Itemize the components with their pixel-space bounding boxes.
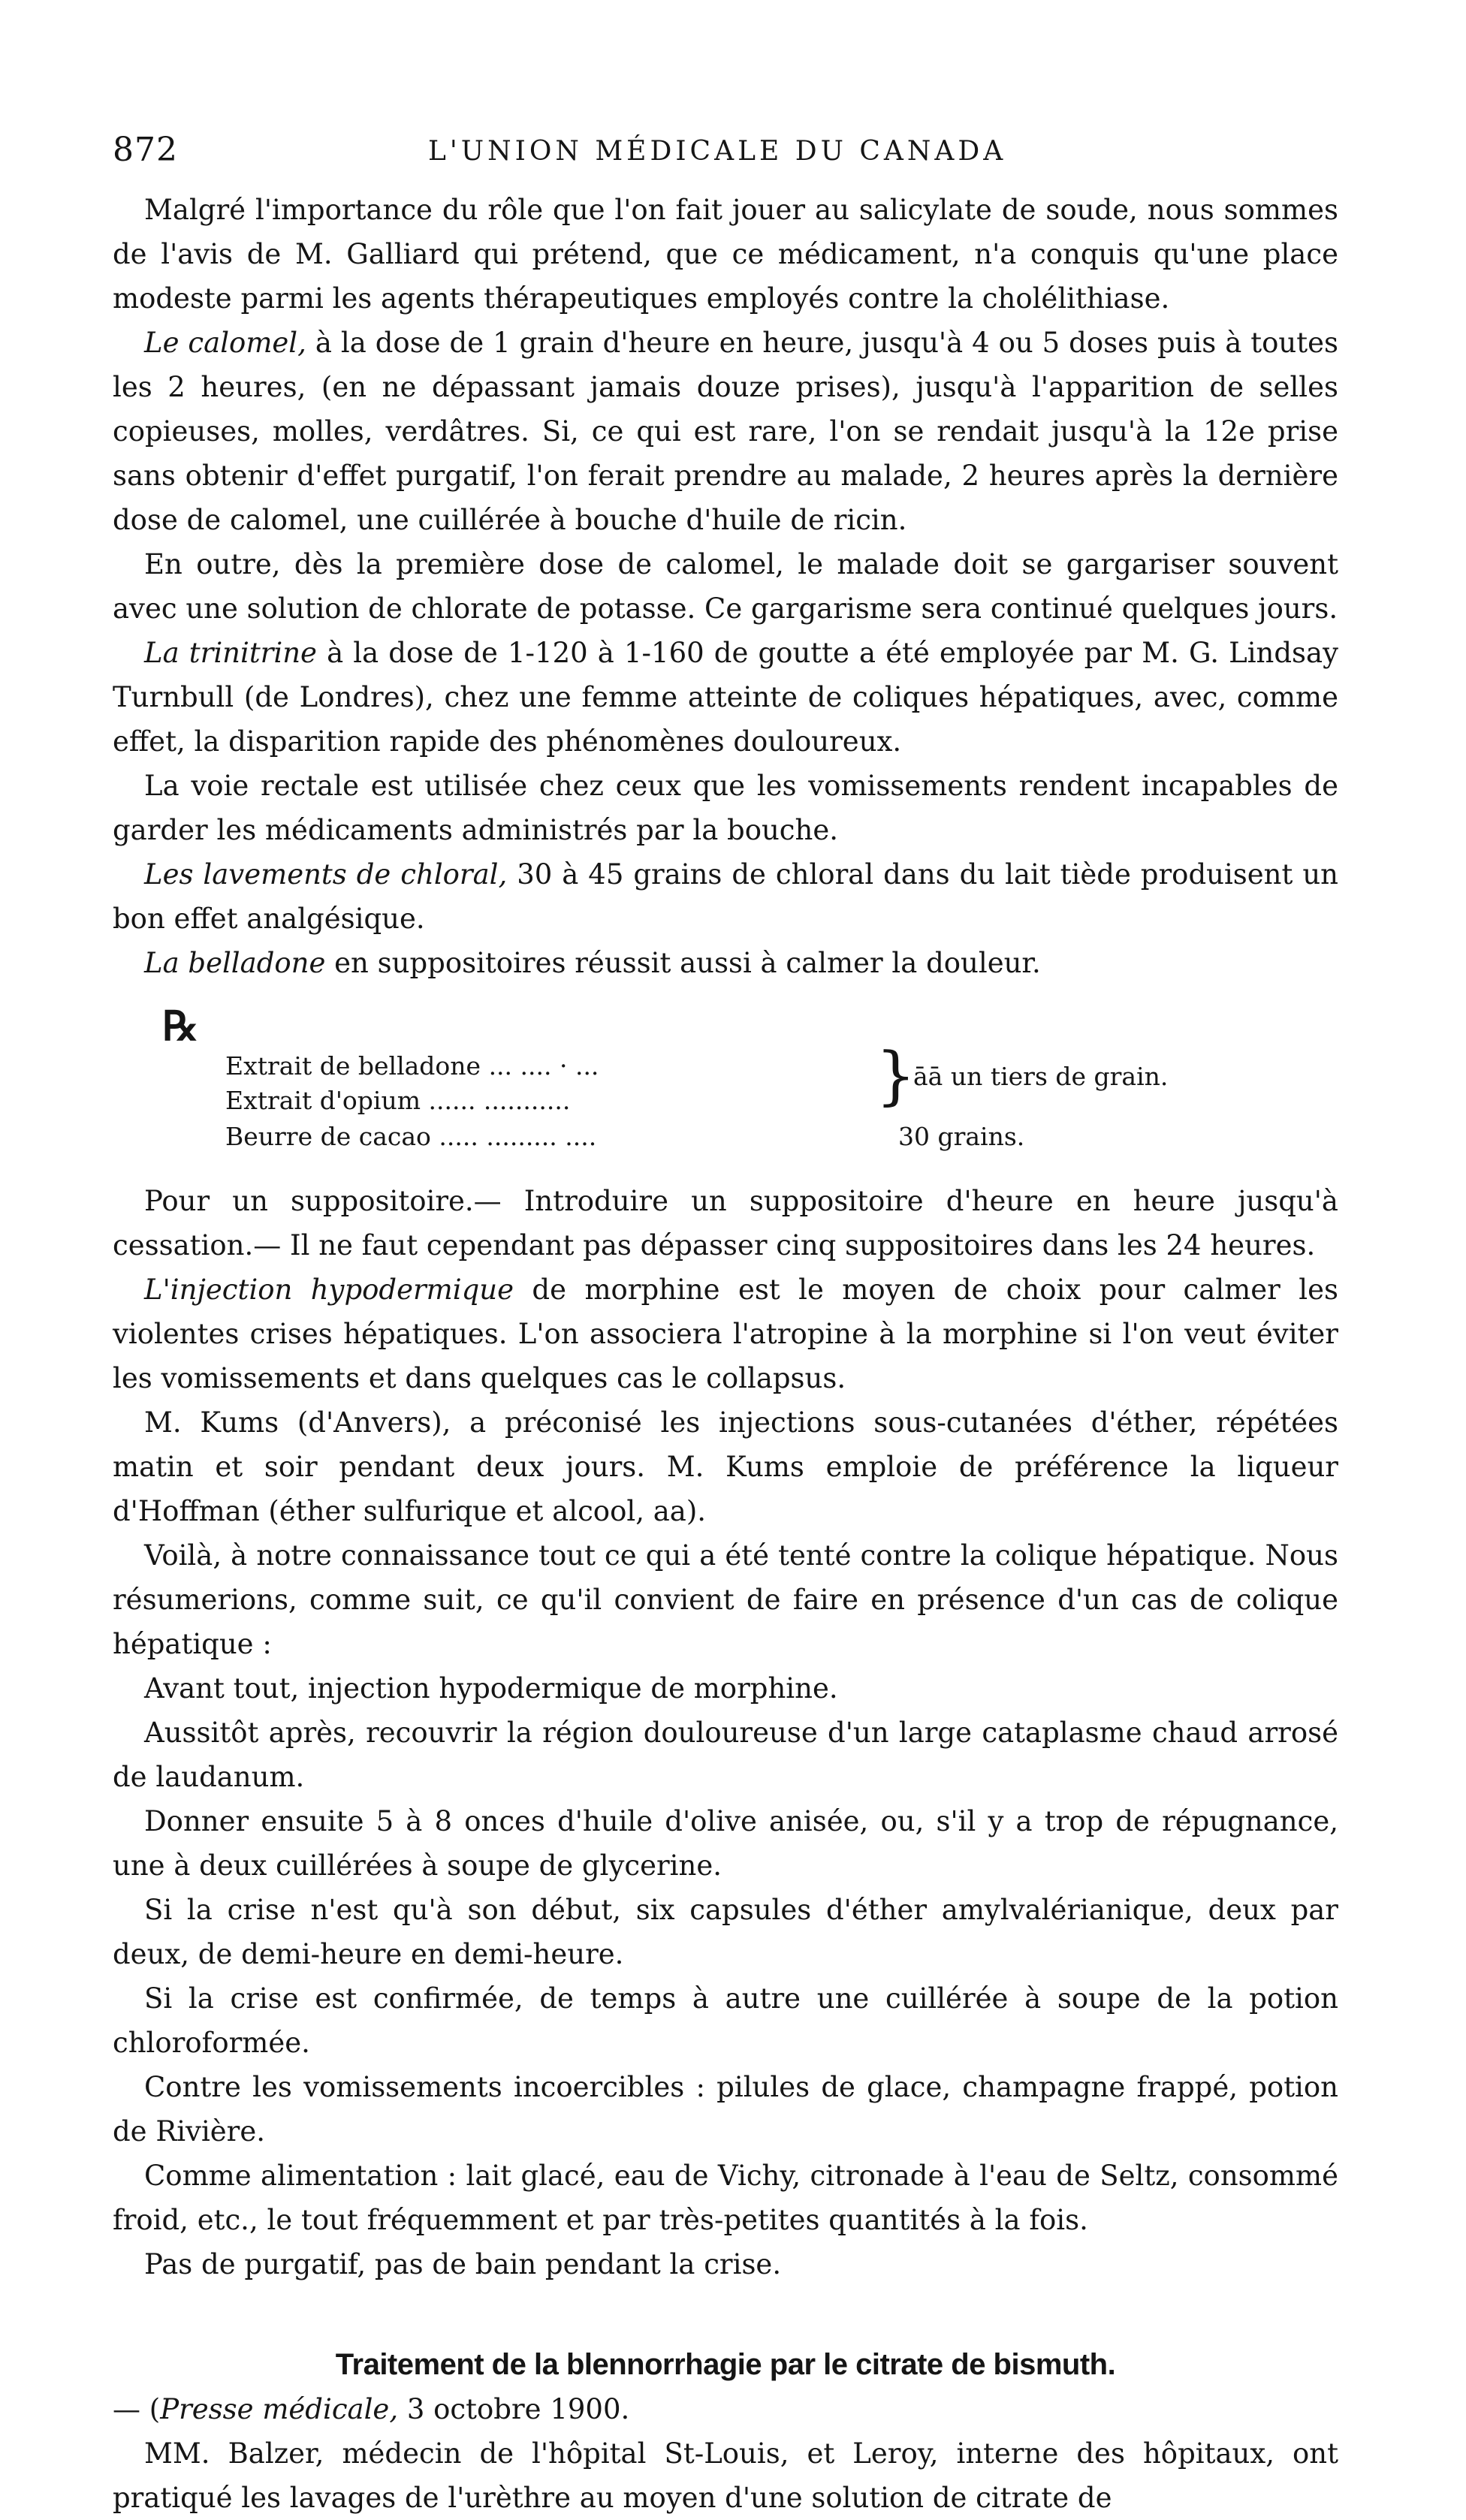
paragraph: M. Kums (d'Anvers), a préconisé les injections sous-cutanées d'éther, répétées matin et soir pendant deux jours. M. Kums emploie de préférence la liqueur d'Hoffman (éther sulfurique et alcool, aa). xyxy=(113,1406,1338,1527)
paragraph: La belladone en suppositoires réussit aussi à calmer la douleur. xyxy=(144,947,1041,979)
paragraph: Aussitôt après, recouvrir la région douloureuse d'un large cataplasme chaud arrosé de laudanum. xyxy=(113,1717,1338,1793)
paragraph: L'injection hypodermique de morphine est le moyen de choix pour calmer les violentes crises hépatiques. L'on associera l'atropine à la morphine si l'on veut éviter les vomissements et dans quelques cas le collapsus. xyxy=(113,1274,1338,1394)
prescription-dose: āā un tiers de grain. xyxy=(913,1062,1169,1091)
paragraph-lead: Les lavements de chloral, xyxy=(144,858,508,891)
paragraph: Le calomel, à la dose de 1 grain d'heure en heure, jusqu'à 4 ou 5 doses puis à toutes les 2 heures, (en ne dépassant jamais douze prises), jusqu'à l'apparition de selles copieuses, molles, verdâtres. Si, ce qui est rare, l'on se rendait jusqu'à la 12e prise sans obtenir d'effet purgatif, l'on ferait prendre au malade, 2 heures après la dernière dose de calomel, une cuillérée à bouche d'huile de ricin. xyxy=(113,327,1338,536)
paragraph: En outre, dès la première dose de calomel, le malade doit se gargariser souvent avec une solution de chlorate de potasse. Ce gargarisme sera continué quelques jours. xyxy=(113,548,1338,625)
page-number: 872 xyxy=(113,131,178,169)
paragraph: MM. Balzer, médecin de l'hôpital St-Louis, et Leroy, interne des hôpitaux, ont pratiqué les lavages de l'urèthre au moyen d'une solution de citrate de xyxy=(113,2437,1338,2514)
prescription-line: Beurre de cacao ..... ......... .... xyxy=(225,1122,597,1151)
paragraph: Avant tout, injection hypodermique de morphine. xyxy=(144,1672,838,1705)
page-header xyxy=(113,128,1338,188)
paragraph: Pas de purgatif, pas de bain pendant la crise. xyxy=(144,2248,782,2280)
prescription xyxy=(162,1002,1338,1156)
paragraph: La voie rectale est utilisée chez ceux que les vomissements rendent incapables de garder les médicaments administrés par la bouche. xyxy=(113,770,1338,846)
prescription-table xyxy=(162,1038,1338,1156)
prescription-line: Extrait de belladone ... .... · ... xyxy=(225,1051,599,1081)
paragraph: Contre les vomissements incoercibles : pilules de glace, champagne frappé, potion de Rivière. xyxy=(113,2071,1338,2148)
paragraph-lead: La trinitrine xyxy=(144,637,317,669)
paragraph-lead: L'injection hypodermique xyxy=(144,1274,514,1306)
running-title: L'UNION MÉDICALE DU CANADA xyxy=(428,136,1007,167)
paragraph: Pour un suppositoire.— Introduire un suppositoire d'heure en heure jusqu'à cessation.— Il ne faut cependant pas dépasser cinq suppositoires dans les 24 heures. xyxy=(113,1185,1338,1262)
article-title: Traitement de la blennorrhagie par le citrate de bismuth. xyxy=(335,2348,1116,2381)
paragraph: La trinitrine à la dose de 1-120 à 1-160 de goutte a été employée par M. G. Lindsay Turnbull (de Londres), chez une femme atteinte de coliques hépatiques, avec, comme effet, la disparition rapide des phénomènes douloureux. xyxy=(113,637,1338,758)
prescription-dose: 30 grains. xyxy=(898,1122,1025,1151)
section-spacer xyxy=(113,2286,1338,2342)
paragraph: Donner ensuite 5 à 8 onces d'huile d'olive anisée, ou, s'il y a trop de répugnance, une à deux cuillérées à soupe de glycerine. xyxy=(113,1805,1338,1882)
paragraph: Les lavements de chloral, 30 à 45 grains de chloral dans du lait tiède produisent un bon effet analgésique. xyxy=(113,858,1338,935)
paragraph: Voilà, à notre connaissance tout ce qui a été tenté contre la colique hépatique. Nous résumerions, comme suit, ce qu'il convient de faire en présence d'un cas de colique hépatique : xyxy=(113,1539,1338,1660)
article-source: — (Presse médicale, 3 octobre 1900. xyxy=(113,2393,630,2425)
prescription-symbol: ℞ xyxy=(162,1002,199,1050)
source-journal: Presse médicale, xyxy=(160,2393,399,2425)
paragraph: Malgré l'importance du rôle que l'on fait jouer au salicylate de soude, nous sommes de l'avis de M. Galliard qui prétend, que ce médicament, n'a conquis qu'une place modeste parmi les agents thérapeutiques employés contre la cholélithiase. xyxy=(113,194,1338,315)
paragraph: Si la crise n'est qu'à son début, six capsules d'éther amylvalérianique, deux par deux, de demi-heure en demi-heure. xyxy=(113,1894,1338,1970)
paragraph: Comme alimentation : lait glacé, eau de Vichy, citronade à l'eau de Seltz, consommé froid, etc., le tout fréquemment et par très-petites quantités à la fois. xyxy=(113,2160,1338,2236)
paragraph-lead: La belladone xyxy=(144,947,326,979)
paragraph: Si la crise est confirmée, de temps à autre une cuillérée à soupe de la potion chloroformée. xyxy=(113,1982,1338,2059)
prescription-line: Extrait d'opium ...... ........... xyxy=(225,1086,571,1115)
paragraph-lead: Le calomel, xyxy=(144,327,306,359)
article-body xyxy=(113,188,1338,2520)
brace-icon: } xyxy=(876,1038,916,1112)
